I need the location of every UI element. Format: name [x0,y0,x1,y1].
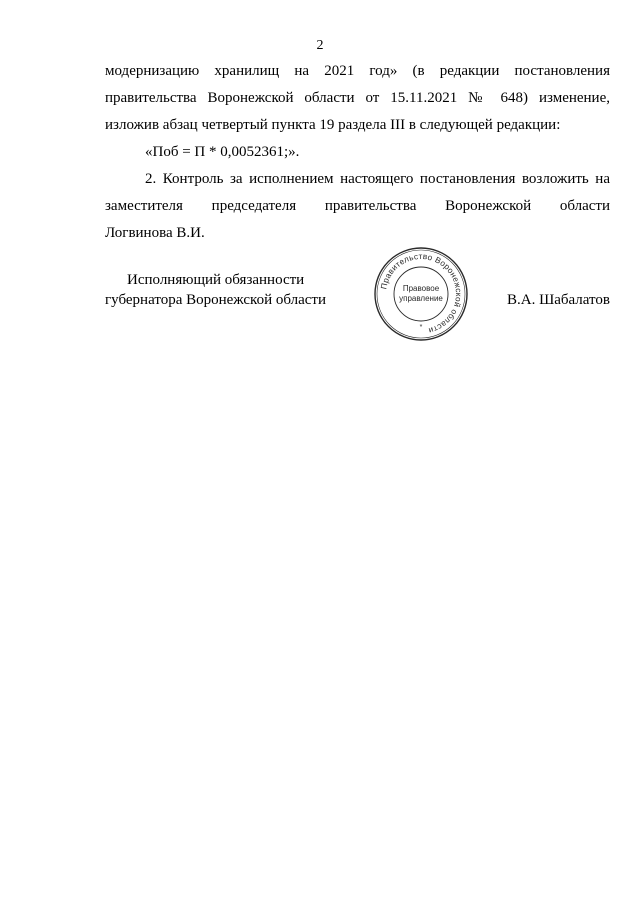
signatory-title-line: губернатора Воронежской области [105,292,326,308]
page-number: 2 [316,38,324,53]
signatory-name: В.А. Шабалатов [507,292,610,308]
signatory-title-line: Исполняющий обязанности [127,272,305,288]
paragraph-line: заместителя председателя правительства Воронежской области [105,198,610,214]
paragraph-line: изложив абзац четвертый пункта 19 раздела III в следующей редакции: [105,117,561,133]
stamp-center-text: Правовое [402,284,440,293]
paragraph-line: 2. Контроль за исполнением настоящего постановления возложить на [145,171,610,187]
stamp-ring-text: Правительство Воронежской области [379,251,464,336]
official-stamp [373,246,469,342]
formula-line: «Поб = П * 0,0052361;». [145,144,300,160]
paragraph-line: модернизацию хранилищ на 2021 год» (в редакции постановления [105,63,610,79]
star-icon: * [419,324,423,331]
signatory-title [105,270,345,310]
paragraph-line: Логвинова В.И. [105,225,205,241]
paragraph-line: правительства Воронежской области от 15.11.2021 № 648) изменение, [105,90,610,106]
stamp-center-text: управление [399,294,443,303]
body-text [105,58,610,247]
